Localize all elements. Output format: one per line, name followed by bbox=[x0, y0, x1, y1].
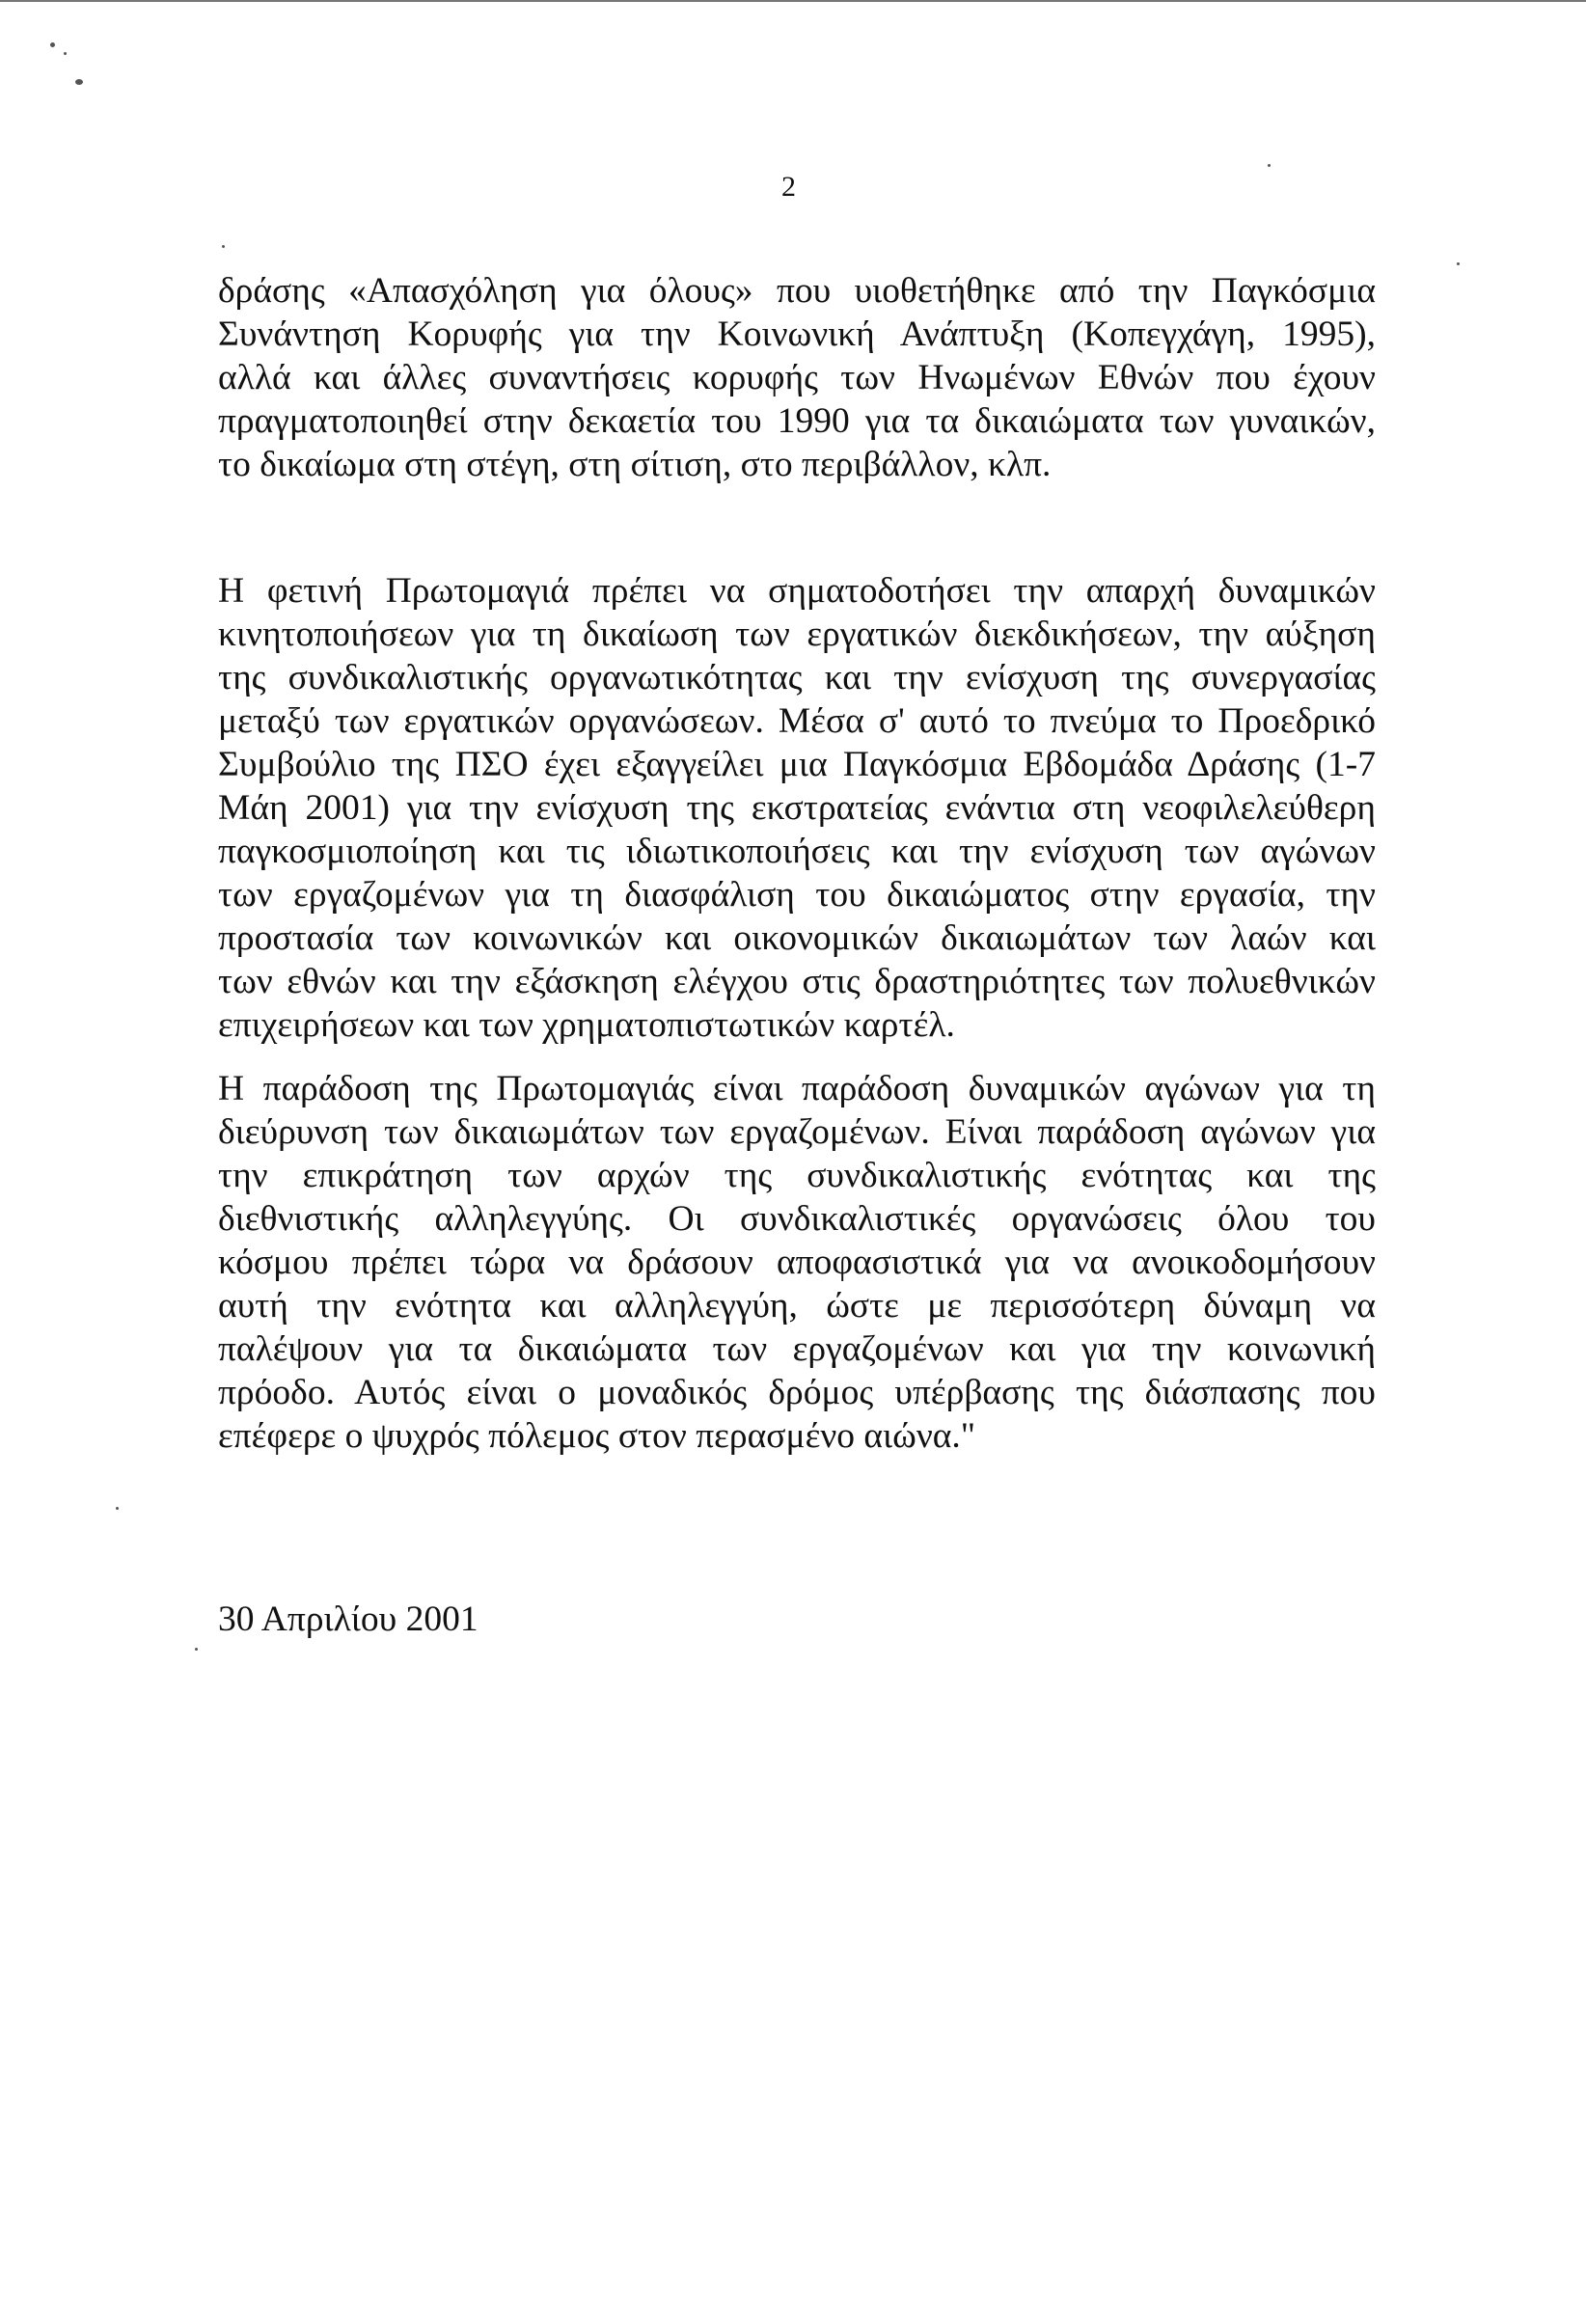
text-line: επέφερε ο ψυχρός πόλεμος στον περασμένο αιώνα." bbox=[218, 1416, 976, 1456]
text-line: αλλά και άλλες συναντήσεις κορυφής των Ηνωμένων Εθνών που έχουν bbox=[218, 358, 1376, 397]
text-line: διεύρυνση των δικαιωμάτων των εργαζομένων. Είναι παράδοση αγώνων για bbox=[218, 1112, 1376, 1152]
text-line: προστασία των κοινωνικών και οικονομικών δικαιωμάτων των λαών και bbox=[218, 918, 1376, 958]
text-line: Μάη 2001) για την ενίσχυση της εκστρατείας ενάντια στη νεοφιλελεύθερη bbox=[218, 788, 1376, 828]
text-line: παλέψουν για τα δικαιώματα των εργαζομένων και για την κοινωνική bbox=[218, 1329, 1376, 1369]
scan-speck bbox=[195, 1648, 198, 1651]
text-line: Συνάντηση Κορυφής για την Κοινωνική Ανάπτυξη (Κοπεγχάγη, 1995), bbox=[218, 314, 1376, 354]
scan-speck bbox=[222, 245, 225, 248]
scan-speck bbox=[116, 1507, 119, 1510]
paragraph-3 bbox=[218, 1067, 1376, 1458]
text-line: επιχειρήσεων και των χρηματοπιστωτικών καρτέλ. bbox=[218, 1005, 955, 1045]
scan-speck bbox=[64, 52, 67, 55]
document-date: 30 Απριλίου 2001 bbox=[218, 1599, 479, 1639]
text-line: των εθνών και την εξάσκηση ελέγχου στις δραστηριότητες των πολυεθνικών bbox=[218, 962, 1376, 1001]
page-number: 2 bbox=[781, 171, 796, 203]
paragraph-1 bbox=[218, 269, 1376, 486]
text-line: πραγματοποιηθεί στην δεκαετία του 1990 για τα δικαιώματα των γυναικών, bbox=[218, 401, 1376, 441]
paragraph-2 bbox=[218, 569, 1376, 1047]
text-line: Συμβούλιο της ΠΣΟ έχει εξαγγείλει μια Παγκόσμια Εβδομάδα Δράσης (1-7 bbox=[218, 745, 1376, 784]
text-line: Η παράδοση της Πρωτομαγιάς είναι παράδοση δυναμικών αγώνων για τη bbox=[218, 1069, 1376, 1108]
text-line: κόσμου πρέπει τώρα να δράσουν αποφασιστικά για να ανοικοδομήσουν bbox=[218, 1243, 1376, 1282]
scan-speck bbox=[50, 42, 55, 47]
scan-speck bbox=[1457, 262, 1460, 265]
text-line: παγκοσμιοποίηση και τις ιδιωτικοποιήσεις και την ενίσχυση των αγώνων bbox=[218, 832, 1376, 871]
text-line: την επικράτηση των αρχών της συνδικαλιστικής ενότητας και της bbox=[218, 1156, 1376, 1195]
text-line: Η φετινή Πρωτομαγιά πρέπει να σηματοδοτήσει την απαρχή δυναμικών bbox=[218, 571, 1376, 611]
scan-speck bbox=[75, 79, 83, 85]
text-line: πρόοδο. Αυτός είναι ο μοναδικός δρόμος υπέρβασης της διάσπασης που bbox=[218, 1373, 1376, 1412]
text-line: της συνδικαλιστικής οργανωτικότητας και την ενίσχυση της συνεργασίας bbox=[218, 658, 1376, 697]
text-line: κινητοποιήσεων για τη δικαίωση των εργατικών διεκδικήσεων, την αύξηση bbox=[218, 615, 1376, 654]
text-line: των εργαζομένων για τη διασφάλιση του δικαιώματος στην εργασία, την bbox=[218, 875, 1376, 915]
text-line: αυτή την ενότητα και αλληλεγγύη, ώστε με περισσότερη δύναμη να bbox=[218, 1286, 1376, 1326]
text-line: διεθνιστικής αλληλεγγύης. Οι συνδικαλιστικές οργανώσεις όλου του bbox=[218, 1199, 1376, 1239]
scan-top-edge bbox=[0, 0, 1586, 2]
text-line: δράσης «Απασχόληση για όλους» που υιοθετήθηκε από την Παγκόσμια bbox=[218, 271, 1376, 311]
scan-speck bbox=[1268, 164, 1271, 167]
text-line: το δικαίωμα στη στέγη, στη σίτιση, στο περιβάλλον, κλπ. bbox=[218, 445, 1052, 484]
text-line: μεταξύ των εργατικών οργανώσεων. Μέσα σ' αυτό το πνεύμα το Προεδρικό bbox=[218, 701, 1376, 741]
